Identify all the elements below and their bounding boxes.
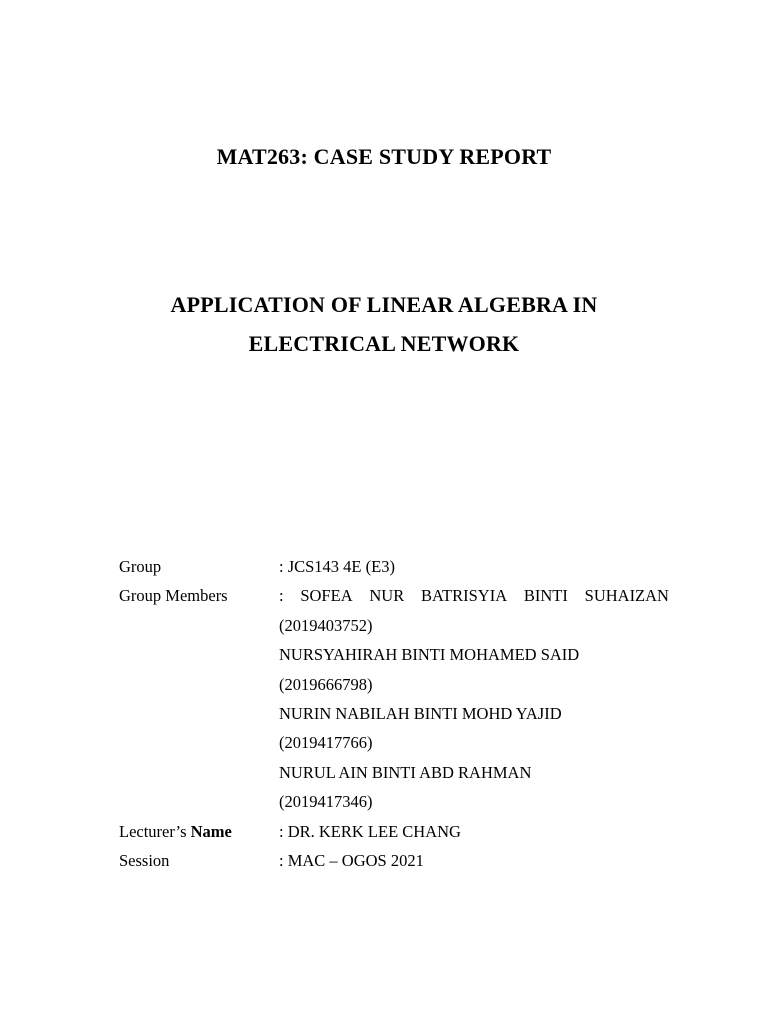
member-name: NURUL AIN BINTI ABD RAHMAN — [279, 762, 532, 782]
member-id-row — [119, 674, 679, 703]
report-title: MAT263: CASE STUDY REPORT — [216, 144, 552, 169]
member-id: (2019417346) — [279, 792, 373, 812]
topic-title-line-2: ELECTRICAL NETWORK — [248, 331, 520, 356]
group-row — [119, 556, 679, 585]
topic-title-line-1: APPLICATION OF LINEAR ALGEBRA IN — [170, 292, 598, 317]
member-id-row — [119, 615, 679, 644]
session-row — [119, 850, 679, 879]
member-name-word: SUHAIZAN — [584, 586, 669, 606]
member-id: (2019403752) — [279, 615, 373, 635]
group-value: : JCS143 4E (E3) — [279, 557, 395, 576]
member-row — [119, 703, 679, 732]
member-name-word: BINTI — [523, 586, 568, 606]
session-label: Session — [119, 850, 170, 870]
member-id-row — [119, 791, 679, 820]
member-name-word: NUR — [369, 586, 405, 606]
report-details — [119, 556, 679, 879]
member-id: (2019417766) — [279, 733, 373, 753]
session-value: : MAC – OGOS 2021 — [279, 850, 424, 870]
lecturer-value: : DR. KERK LEE CHANG — [279, 821, 461, 841]
lecturer-label — [119, 821, 279, 850]
lecturer-row — [119, 821, 679, 850]
member-id-row — [119, 732, 679, 761]
member-id: (2019666798) — [279, 674, 373, 694]
lecturer-label-bold: Name — [190, 821, 232, 841]
member-name-word: SOFEA — [300, 586, 353, 606]
member-row — [119, 762, 679, 791]
members-prefix: : — [279, 586, 284, 606]
member-name-word: BATRISYIA — [420, 586, 508, 606]
group-label: Group — [119, 557, 162, 576]
member-row — [119, 585, 679, 614]
member-name: NURIN NABILAH BINTI MOHD YAJID — [279, 703, 562, 723]
member-name — [279, 585, 669, 614]
member-row — [119, 644, 679, 673]
members-label: Group Members — [119, 586, 228, 606]
member-name: NURSYAHIRAH BINTI MOHAMED SAID — [279, 645, 580, 665]
lecturer-label-text: Lecturer’s — [119, 821, 191, 841]
